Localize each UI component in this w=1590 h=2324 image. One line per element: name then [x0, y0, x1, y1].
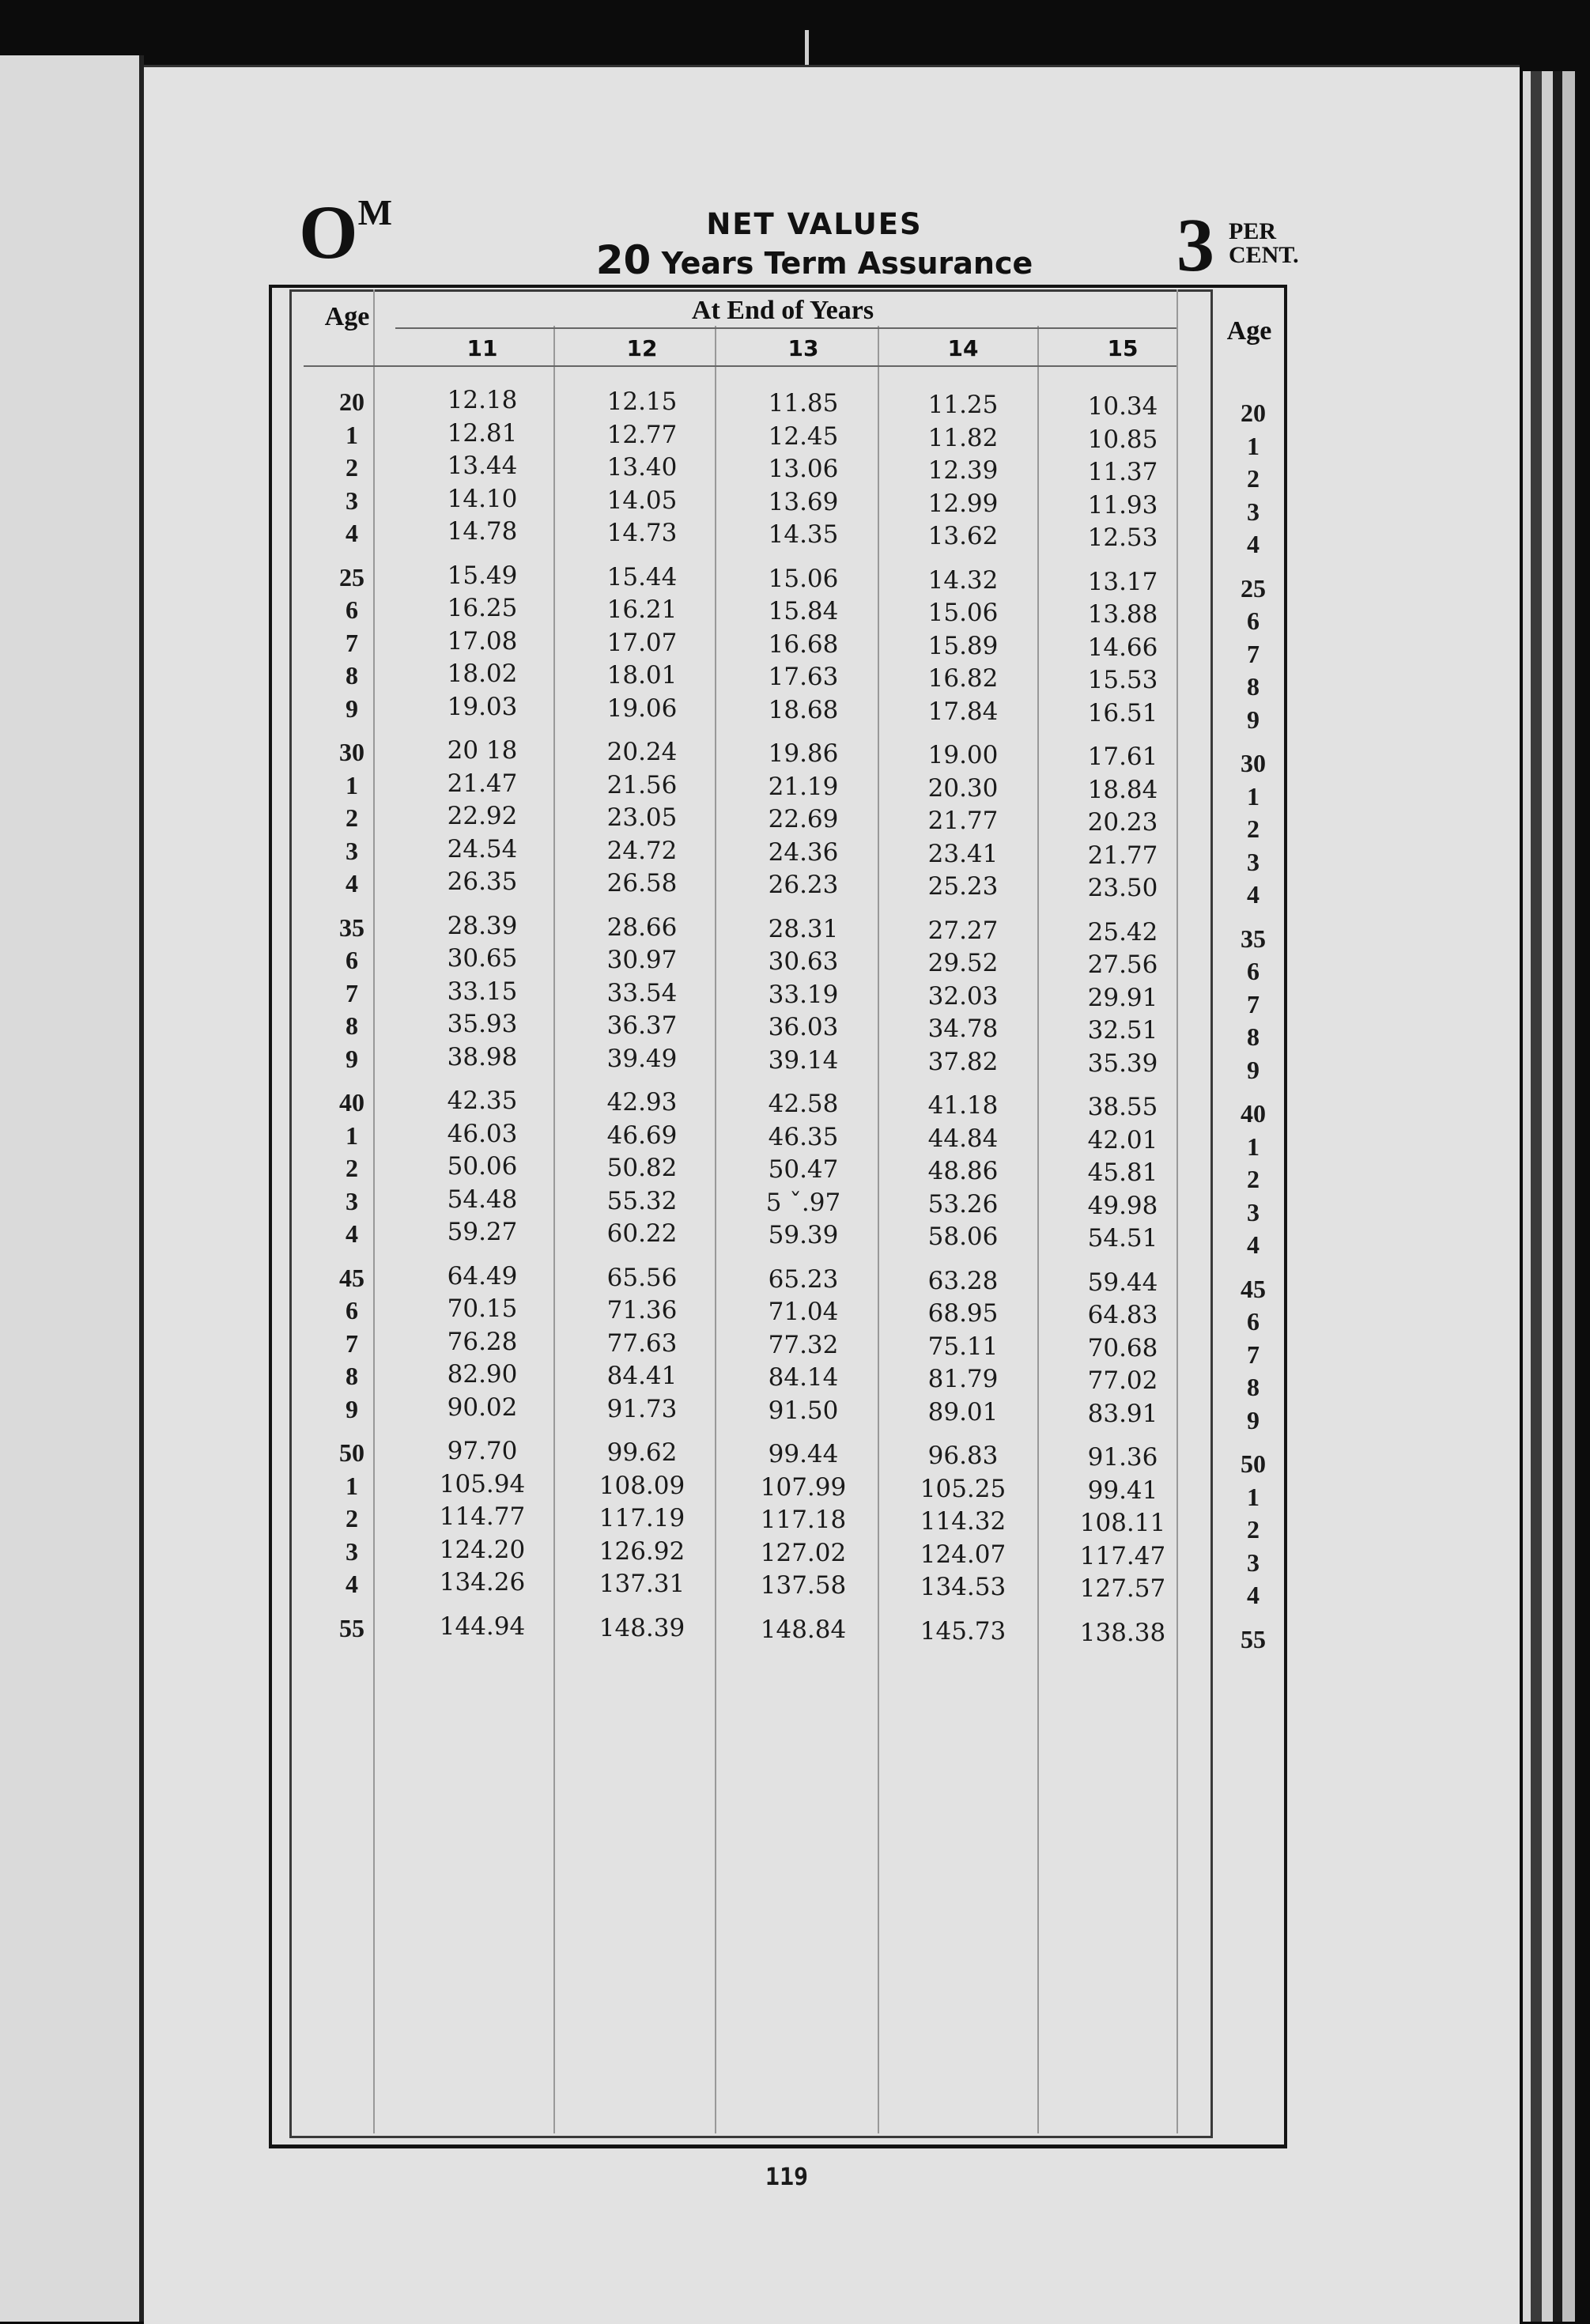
table-cell: 18.01 — [606, 661, 678, 690]
table-cell: 12.99 — [927, 489, 999, 518]
table-cell: 15.06 — [768, 564, 839, 593]
table-cell: 59.44 — [1087, 1268, 1158, 1297]
table-cell: 108.09 — [599, 1471, 685, 1500]
table-cell: 21.19 — [768, 772, 839, 801]
table-cell: 15.89 — [927, 631, 999, 660]
row-age-right: 3 — [1247, 497, 1260, 526]
table-cell: 17.61 — [1087, 743, 1158, 771]
table-cell: 15.44 — [606, 562, 678, 591]
table-cell: 137.58 — [760, 1571, 847, 1600]
row-age-right: 4 — [1247, 530, 1260, 558]
table-cell: 23.50 — [1087, 874, 1158, 902]
row-age-right: 7 — [1247, 1340, 1260, 1369]
row-age-left: 35 — [339, 913, 364, 942]
table-cell: 28.66 — [606, 913, 678, 942]
table-cell: 14.73 — [606, 519, 678, 547]
table-cell: 18.84 — [1087, 775, 1158, 804]
table-cell: 55.32 — [606, 1186, 678, 1215]
table-cell: 15.06 — [927, 599, 999, 627]
row-age-right: 50 — [1241, 1449, 1266, 1478]
row-age-right: 9 — [1247, 1405, 1260, 1434]
table-cell: 14.32 — [927, 565, 999, 595]
row-age-right: 2 — [1247, 1165, 1260, 1193]
row-age-right: 3 — [1247, 847, 1260, 876]
table-cell: 36.37 — [606, 1011, 678, 1040]
table-cell: 70.68 — [1087, 1333, 1158, 1362]
row-age-right: 4 — [1247, 880, 1260, 909]
table-cell: 17.84 — [927, 697, 999, 726]
table-cell: 71.04 — [768, 1298, 839, 1326]
table-cell: 11.82 — [927, 423, 999, 452]
table-cell: 15.49 — [447, 561, 518, 590]
age-header-left: Age — [324, 302, 370, 331]
row-age-left: 6 — [346, 1296, 358, 1324]
row-age-left: 30 — [339, 738, 364, 766]
table-cell: 10.85 — [1087, 425, 1158, 454]
table-cell: 59.39 — [768, 1221, 839, 1249]
table-cell: 14.66 — [1087, 633, 1158, 662]
table-cell: 99.62 — [606, 1438, 678, 1467]
table-cell: 13.40 — [606, 453, 678, 482]
table-cell: 46.69 — [606, 1120, 678, 1150]
table-cell: 82.90 — [447, 1360, 518, 1389]
column-header: 14 — [947, 335, 979, 361]
table-cell: 58.06 — [927, 1222, 999, 1251]
table-cell: 99.44 — [768, 1440, 839, 1468]
table-cell: 50.82 — [606, 1154, 678, 1182]
table-cell: 97.70 — [447, 1437, 518, 1465]
table-cell: 77.32 — [768, 1330, 839, 1359]
table-cell: 50.06 — [447, 1152, 518, 1181]
row-age-right: 40 — [1241, 1099, 1266, 1128]
row-age-right: 7 — [1247, 639, 1260, 668]
row-age-left: 7 — [346, 978, 358, 1007]
table-cell: 29.91 — [1087, 983, 1158, 1012]
table-cell: 12.45 — [768, 421, 839, 451]
row-age-right: 1 — [1247, 781, 1260, 811]
table-cell: 45.81 — [1087, 1158, 1158, 1187]
table-cell: 16.21 — [606, 595, 678, 624]
table-cell: 5 ˇ.97 — [765, 1188, 841, 1217]
table-cell: 10.34 — [1087, 392, 1158, 421]
table-cell: 148.39 — [599, 1613, 685, 1642]
table-cell: 91.50 — [768, 1396, 839, 1425]
interest-rate-label — [1229, 220, 1299, 267]
table-cell: 42.01 — [1087, 1125, 1158, 1154]
page-edge-stack — [1562, 71, 1575, 2322]
table-cell: 25.23 — [927, 872, 999, 901]
rate-label-cent: CENT. — [1229, 242, 1299, 268]
table-cell: 13.69 — [768, 487, 839, 516]
row-age-left: 1 — [346, 420, 358, 449]
table-cell: 14.10 — [447, 484, 518, 513]
row-age-right: 8 — [1247, 672, 1260, 701]
table-cell: 71.36 — [606, 1296, 678, 1324]
table-cell: 20.24 — [606, 738, 678, 766]
table-cell: 20.23 — [1087, 808, 1158, 837]
table-cell: 22.92 — [447, 802, 518, 830]
table-cell: 21.47 — [447, 769, 518, 798]
table-cell: 34.78 — [927, 1015, 999, 1043]
row-age-right: 25 — [1241, 573, 1266, 603]
row-age-right: 6 — [1247, 1307, 1260, 1336]
row-age-left: 1 — [346, 1471, 358, 1500]
table-cell: 42.93 — [606, 1088, 678, 1117]
table-cell: 18.02 — [447, 659, 518, 688]
table-cell: 44.84 — [927, 1124, 999, 1153]
row-age-left: 55 — [339, 1613, 364, 1642]
scan-mark — [805, 30, 809, 65]
table-cell: 53.26 — [927, 1189, 999, 1219]
row-age-right: 3 — [1247, 1197, 1260, 1226]
header-rule — [304, 365, 1176, 367]
interest-rate — [1176, 202, 1299, 287]
row-age-left: 50 — [339, 1438, 364, 1467]
row-age-right: 7 — [1247, 989, 1260, 1018]
table-cell: 138.38 — [1079, 1618, 1166, 1647]
table-cell: 126.92 — [599, 1536, 685, 1566]
row-age-right: 1 — [1247, 1132, 1260, 1161]
row-age-left: 6 — [346, 946, 358, 974]
table-cell: 17.63 — [768, 663, 839, 691]
table-cell: 107.99 — [760, 1472, 847, 1502]
column-header: 13 — [787, 335, 819, 361]
table-cell: 23.41 — [927, 839, 999, 868]
column-header: 11 — [466, 335, 498, 361]
table-cell: 81.79 — [927, 1365, 999, 1393]
row-age-right: 6 — [1247, 607, 1260, 635]
table-code-letter: O — [299, 190, 358, 274]
row-age-left: 7 — [346, 1328, 358, 1358]
row-age-right: 30 — [1241, 749, 1266, 777]
table-cell: 145.73 — [920, 1616, 1006, 1646]
table-cell: 117.47 — [1079, 1541, 1166, 1570]
age-header-right: Age — [1226, 316, 1272, 346]
table-cell: 148.84 — [760, 1615, 847, 1644]
interest-rate-value: 3 — [1176, 202, 1214, 287]
row-age-left: 4 — [346, 519, 358, 547]
table-cell: 13.44 — [447, 452, 518, 480]
row-age-right: 6 — [1247, 957, 1260, 985]
table-cell: 32.03 — [927, 981, 999, 1011]
table-cell: 11.93 — [1087, 490, 1158, 520]
table-cell: 30.65 — [447, 944, 518, 973]
table-cell: 54.48 — [447, 1185, 518, 1214]
row-age-left: 8 — [346, 1011, 358, 1040]
table-cell: 20.30 — [927, 773, 999, 803]
table-cell: 127.57 — [1079, 1574, 1166, 1603]
table-cell: 14.78 — [447, 517, 518, 546]
row-age-left: 3 — [346, 1186, 358, 1215]
table-cell: 33.15 — [447, 977, 518, 1006]
left-page-edge — [0, 55, 139, 2322]
page-edge-stack — [1523, 71, 1531, 2322]
table-cell: 117.19 — [599, 1504, 685, 1532]
page-edge-stack — [1531, 71, 1542, 2322]
table-cell: 63.28 — [927, 1266, 999, 1295]
table-cell: 77.02 — [1087, 1366, 1158, 1395]
table-cell: 25.42 — [1087, 917, 1158, 947]
row-age-left: 7 — [346, 628, 358, 657]
table-cell: 21.77 — [1087, 841, 1158, 870]
table-cell: 24.54 — [447, 834, 518, 863]
table-cell: 59.27 — [447, 1218, 518, 1246]
table-cell: 39.14 — [768, 1045, 839, 1075]
table-cell: 65.56 — [606, 1263, 678, 1292]
table-cell: 96.83 — [927, 1442, 999, 1470]
table-cell: 42.35 — [447, 1086, 518, 1115]
row-age-right: 2 — [1247, 464, 1260, 493]
table-cell: 38.98 — [447, 1042, 518, 1071]
table-cell: 21.77 — [927, 807, 999, 835]
table-cell: 22.69 — [768, 805, 839, 833]
title-term-label: Years Term Assurance — [661, 246, 1033, 281]
row-age-right: 1 — [1247, 1482, 1260, 1511]
table-cell: 28.39 — [447, 911, 518, 940]
row-age-right: 4 — [1247, 1230, 1260, 1259]
table-cell: 12.53 — [1087, 523, 1158, 552]
years-group-header: At End of Years — [691, 296, 874, 325]
table-code-superscript: M — [357, 192, 393, 232]
table-cell: 134.53 — [920, 1573, 1006, 1601]
row-age-right: 9 — [1247, 705, 1260, 734]
table-cell: 12.15 — [606, 387, 678, 416]
table-cell: 90.02 — [447, 1393, 518, 1422]
table-cell: 20 18 — [447, 736, 518, 765]
table-cell: 70.15 — [447, 1294, 518, 1323]
table-cell: 83.91 — [1087, 1399, 1158, 1428]
table-cell: 23.05 — [606, 803, 678, 832]
row-age-left: 4 — [346, 1570, 358, 1598]
table-cell: 64.83 — [1087, 1301, 1158, 1329]
row-age-left: 20 — [339, 387, 364, 416]
row-age-left: 1 — [346, 770, 358, 799]
row-age-right: 1 — [1247, 431, 1260, 460]
table-cell: 11.37 — [1087, 458, 1158, 486]
table-cell: 76.28 — [447, 1327, 518, 1356]
table-cell: 12.18 — [447, 386, 518, 414]
table-cell: 30.63 — [768, 947, 839, 976]
row-age-left: 25 — [339, 562, 364, 591]
table-cell: 124.20 — [439, 1535, 526, 1564]
table-code — [299, 190, 393, 274]
table-cell: 14.35 — [768, 520, 839, 549]
row-age-right: 45 — [1241, 1274, 1266, 1303]
row-age-left: 9 — [346, 1394, 358, 1423]
table-cell: 89.01 — [927, 1397, 999, 1427]
table-cell: 42.58 — [768, 1090, 839, 1118]
table-cell: 27.56 — [1087, 950, 1158, 979]
row-age-right: 8 — [1247, 1373, 1260, 1401]
row-age-left: 6 — [346, 595, 358, 624]
row-age-left: 9 — [346, 1044, 358, 1073]
row-age-right: 8 — [1247, 1022, 1260, 1051]
table-cell: 99.41 — [1087, 1476, 1158, 1505]
table-cell: 36.03 — [768, 1013, 839, 1041]
table-cell: 17.08 — [447, 626, 518, 656]
table-cell: 26.58 — [606, 869, 678, 897]
row-age-left: 2 — [346, 453, 358, 482]
row-age-left: 2 — [346, 1154, 358, 1182]
row-age-left: 45 — [339, 1263, 364, 1292]
table-cell: 29.52 — [927, 949, 999, 977]
table-cell: 19.86 — [768, 739, 839, 768]
table-cell: 12.39 — [927, 456, 999, 485]
table-cell: 26.35 — [447, 867, 518, 896]
table-cell: 19.03 — [447, 692, 518, 721]
table-cell: 64.49 — [447, 1261, 518, 1290]
table-cell: 77.63 — [606, 1328, 678, 1358]
table-cell: 15.53 — [1087, 666, 1158, 694]
row-age-left: 3 — [346, 836, 358, 865]
row-age-right: 35 — [1241, 924, 1266, 953]
column-header: 15 — [1107, 335, 1139, 361]
title-net-values: NET VALUES — [706, 207, 923, 241]
table-cell: 124.07 — [920, 1540, 1006, 1569]
table-cell: 41.18 — [927, 1091, 999, 1120]
table-cell: 60.22 — [606, 1219, 678, 1248]
table-cell: 12.81 — [447, 418, 518, 448]
page-number: 119 — [765, 2163, 809, 2191]
table-cell: 16.68 — [768, 629, 839, 659]
row-age-left: 1 — [346, 1120, 358, 1150]
table-cell: 37.82 — [927, 1047, 999, 1076]
table-cell: 13.88 — [1087, 600, 1158, 629]
row-age-left: 3 — [346, 486, 358, 515]
table-cell: 27.27 — [927, 916, 999, 945]
row-age-right: 2 — [1247, 814, 1260, 843]
table-cell: 17.07 — [606, 628, 678, 657]
table-cell: 46.03 — [447, 1119, 518, 1148]
table-cell: 35.93 — [447, 1010, 518, 1038]
table-cell: 12.77 — [606, 420, 678, 449]
row-age-right: 20 — [1241, 399, 1266, 427]
table-cell: 48.86 — [927, 1157, 999, 1185]
rate-label-per: PER — [1229, 218, 1276, 244]
table-cell: 117.18 — [760, 1506, 847, 1534]
table-cell: 84.41 — [606, 1362, 678, 1390]
table-cell: 91.36 — [1087, 1443, 1158, 1472]
row-age-left: 2 — [346, 803, 358, 832]
title-years: 20 — [595, 237, 651, 283]
row-age-right: 2 — [1247, 1515, 1260, 1544]
row-age-right: 4 — [1247, 1581, 1260, 1609]
table-cell: 35.39 — [1087, 1049, 1158, 1078]
table-cell: 16.82 — [927, 664, 999, 693]
row-age-left: 8 — [346, 661, 358, 690]
page-edge-stack — [1553, 71, 1562, 2322]
table-cell: 65.23 — [768, 1264, 839, 1294]
table-cell: 24.72 — [606, 836, 678, 865]
table-cell: 15.84 — [768, 597, 839, 625]
table-cell: 114.32 — [920, 1507, 1006, 1536]
table-cell: 19.06 — [606, 693, 678, 723]
table-cell: 11.85 — [768, 389, 839, 418]
table-cell: 54.51 — [1087, 1224, 1158, 1253]
table-cell: 16.51 — [1087, 698, 1158, 727]
table-cell: 137.31 — [599, 1570, 685, 1598]
row-age-left: 40 — [339, 1088, 364, 1117]
table-cell: 11.25 — [927, 391, 999, 419]
table-cell: 33.19 — [768, 980, 839, 1009]
table-cell: 13.62 — [927, 522, 999, 550]
table-cell: 108.11 — [1079, 1509, 1166, 1537]
table-cell: 32.51 — [1087, 1016, 1158, 1045]
table-cell: 14.05 — [606, 486, 678, 515]
table-cell: 127.02 — [760, 1538, 847, 1567]
table-cell: 33.54 — [606, 978, 678, 1007]
table-cell: 21.56 — [606, 770, 678, 799]
row-age-right: 9 — [1247, 1055, 1260, 1084]
table-cell: 49.98 — [1087, 1191, 1158, 1220]
table-cell: 13.06 — [768, 455, 839, 483]
table-cell: 91.73 — [606, 1394, 678, 1423]
table-cell: 24.36 — [768, 837, 839, 867]
table-cell: 105.94 — [439, 1469, 526, 1498]
header-rule — [395, 327, 1176, 329]
row-age-left: 8 — [346, 1362, 358, 1390]
table-cell: 19.00 — [927, 741, 999, 769]
table-cell: 50.47 — [768, 1155, 839, 1184]
table-cell: 114.77 — [439, 1502, 526, 1531]
table-cell: 144.94 — [439, 1612, 526, 1641]
table-cell: 13.17 — [1087, 567, 1158, 596]
row-age-left: 4 — [346, 1219, 358, 1248]
row-age-right: 55 — [1241, 1624, 1266, 1653]
column-header: 12 — [626, 335, 658, 361]
table-cell: 105.25 — [920, 1474, 1006, 1503]
table-cell: 16.25 — [447, 594, 518, 622]
table-cell: 28.31 — [768, 914, 839, 943]
table-cell: 30.97 — [606, 946, 678, 974]
table-cell: 134.26 — [439, 1568, 526, 1597]
row-age-left: 3 — [346, 1536, 358, 1566]
row-age-left: 2 — [346, 1504, 358, 1532]
table-cell: 84.14 — [768, 1363, 839, 1392]
table-cell: 46.35 — [768, 1122, 839, 1151]
table-cell: 26.23 — [768, 871, 839, 899]
table-cell: 18.68 — [768, 695, 839, 724]
table-cell: 68.95 — [927, 1299, 999, 1328]
row-age-right: 3 — [1247, 1547, 1260, 1577]
table-cell: 38.55 — [1087, 1093, 1158, 1121]
page-edge-stack — [1542, 71, 1553, 2322]
row-age-left: 9 — [346, 693, 358, 723]
table-cell: 39.49 — [606, 1044, 678, 1073]
title-term-assurance — [569, 237, 1059, 283]
row-age-left: 4 — [346, 869, 358, 897]
table-cell: 75.11 — [927, 1332, 999, 1361]
